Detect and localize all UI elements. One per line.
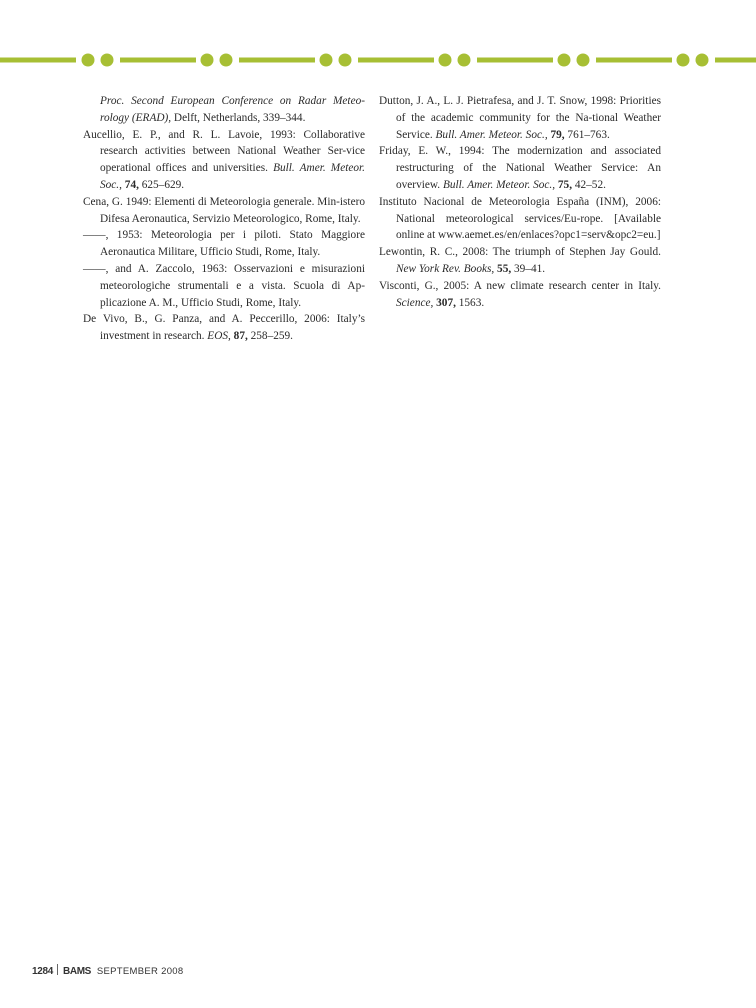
reference-entry: [83, 261, 365, 311]
reference-text: Cena, G. 1949: Elementi di Meteorologia generale. Min-istero Difesa Aeronautica, Servizio Meteorologico, Rome, Italy.: [83, 195, 365, 225]
reference-volume: 55,: [497, 262, 512, 275]
reference-journal: Bull. Amer. Meteor. Soc.,: [442, 178, 556, 191]
reference-entry: [379, 278, 661, 312]
reference-text: 761–763.: [564, 128, 610, 141]
reference-text: Dutton, J. A., L. J. Pietrafesa, and J. T. Snow, 1998: Priorities of the academic community for the Na-tional Weather Service.: [379, 95, 661, 141]
reference-volume: 79,: [550, 128, 565, 141]
reference-journal: Bull. Amer. Meteor. Soc.,: [435, 128, 548, 141]
reference-entry: [83, 93, 365, 127]
reference-text: De Vivo, B., G. Panza, and A. Peccerillo, 2006: Italy’s investment in research.: [83, 313, 365, 343]
reference-entry: [379, 194, 661, 244]
reference-entry: [379, 143, 661, 193]
page-footer: [32, 964, 183, 977]
reference-text: Friday, E. W., 1994: The modernization and associated restructuring of the National Weather Service: An overview.: [379, 145, 661, 191]
reference-text: ——, and A. Zaccolo, 1963: Osservazioni e misurazioni meteorologiche strumentali e a vista. Scuola di Ap-plicazione A. M., Ufficio Studi, Rome, Italy.: [83, 262, 365, 309]
reference-text: Aucellio, E. P., and R. L. Lavoie, 1993: Collaborative research activities between National Weather Ser-vice operational offices and universities.: [83, 128, 365, 175]
reference-journal: Proc. Second European Conference on Radar Meteo-rology (ERAD),: [100, 95, 365, 124]
journal-name: BAMS: [63, 966, 91, 977]
reference-entry: [83, 311, 365, 345]
reference-entry: [379, 93, 661, 143]
reference-entry: [83, 127, 365, 194]
references-left-column: [83, 93, 365, 345]
reference-volume: 307,: [436, 296, 456, 309]
reference-entry: [83, 227, 365, 261]
reference-entry: [379, 244, 661, 278]
reference-text: Delft, Netherlands, 339–344.: [171, 111, 306, 124]
reference-entry: [83, 194, 365, 228]
references-right-column: [379, 93, 661, 311]
decorative-dash-dot-band: [0, 51, 756, 69]
reference-text: 39–41.: [511, 262, 546, 275]
reference-journal: Bull. Amer. Meteor. Soc.,: [100, 162, 365, 191]
reference-text: 625–629.: [138, 178, 185, 191]
reference-volume: 74,: [124, 178, 139, 191]
reference-text: 42–52.: [572, 178, 606, 191]
issue-date: SEPTEMBER 2008: [96, 966, 184, 977]
reference-text: ——, 1953: Meteorologia per i piloti. Stato Maggiore Aeronautica Militare, Ufficio Studi, Rome, Italy.: [83, 229, 365, 259]
reference-text: 1563.: [455, 296, 485, 309]
reference-text: Lewontin, R. C., 2008: The triumph of Stephen Jay Gould.: [379, 246, 661, 259]
reference-volume: 75,: [557, 178, 573, 191]
reference-text: 258–259.: [247, 330, 293, 343]
reference-journal: Science,: [396, 296, 434, 309]
reference-journal: New York Rev. Books,: [396, 262, 495, 275]
footer-divider: [57, 964, 58, 975]
reference-text: Visconti, G., 2005: A new climate research center in Italy.: [379, 279, 661, 292]
reference-journal: EOS,: [207, 330, 231, 343]
page-number: 1284: [32, 966, 54, 977]
reference-volume: 87,: [233, 330, 248, 343]
reference-text: Instituto Nacional de Meteorologia España (INM), 2006: National meteorological services/Eu-rope. [Available online at www.aemet.es/en/enlaces?opc1=serv&opc2=eu.]: [379, 195, 661, 242]
